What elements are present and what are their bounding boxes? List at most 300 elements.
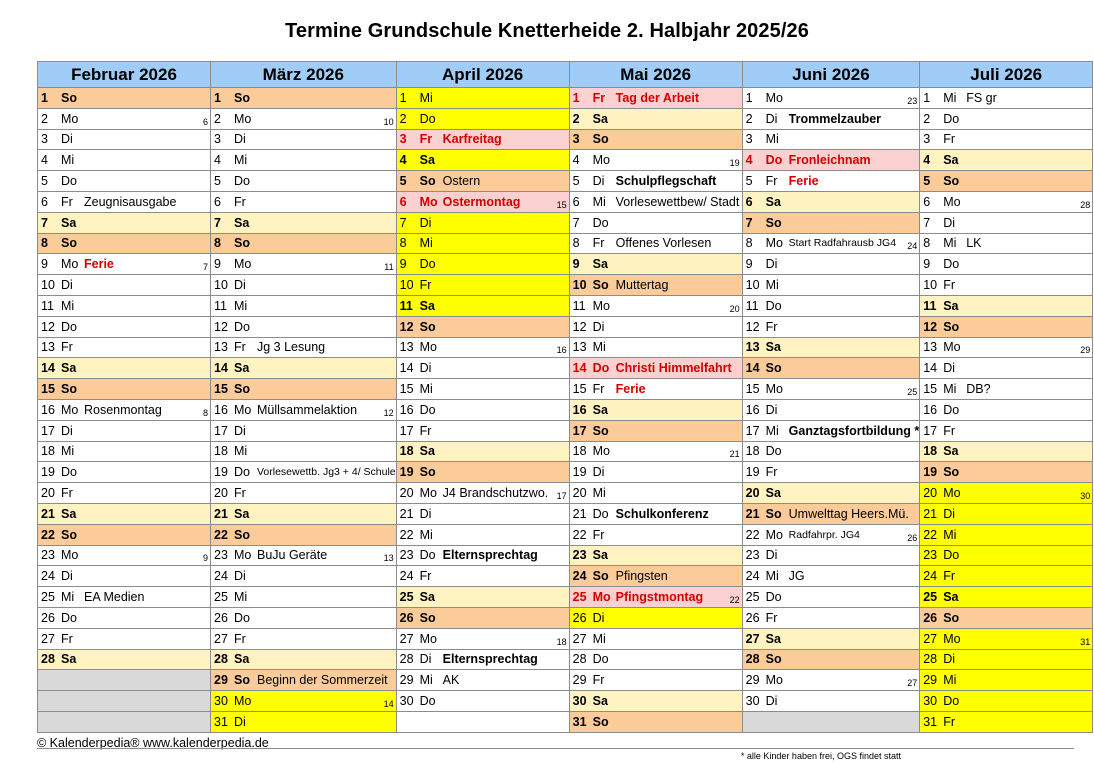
day-number: 8 bbox=[214, 236, 221, 251]
event-label: Jg 3 Lesung bbox=[257, 340, 326, 355]
event-label: Schulpflegschaft bbox=[615, 174, 717, 189]
day-cell bbox=[211, 295, 397, 316]
day-number: 8 bbox=[399, 236, 407, 251]
day-cell bbox=[211, 275, 397, 296]
day-cell bbox=[742, 691, 920, 712]
weekday-label: Sa bbox=[419, 298, 435, 313]
day-number: 31 bbox=[923, 714, 938, 729]
day-cell bbox=[742, 191, 920, 212]
day-number: 4 bbox=[399, 153, 407, 168]
weekday-label: Di bbox=[765, 694, 778, 708]
day-number: 22 bbox=[214, 527, 228, 542]
weekday-label: Mi bbox=[765, 569, 779, 584]
day-number: 18 bbox=[745, 444, 760, 459]
calendar-week-number: 10 bbox=[383, 116, 394, 127]
weekday-label: Do bbox=[765, 298, 782, 313]
day-cell bbox=[396, 711, 569, 732]
day-row bbox=[38, 503, 1093, 524]
day-number: 26 bbox=[745, 610, 760, 625]
weekday-label: Mo bbox=[592, 590, 611, 605]
day-cell bbox=[211, 503, 397, 524]
day-cell bbox=[396, 524, 569, 545]
day-cell bbox=[211, 483, 397, 504]
day-cell bbox=[920, 212, 1093, 233]
calendar-week-number: 22 bbox=[729, 594, 740, 605]
day-cell bbox=[742, 607, 920, 628]
weekday-label: Do bbox=[765, 153, 783, 168]
day-cell bbox=[920, 337, 1093, 358]
weekday-label: Di bbox=[592, 174, 605, 189]
day-number: 19 bbox=[399, 465, 414, 480]
weekday-label: Di bbox=[61, 569, 73, 584]
day-cell bbox=[742, 88, 920, 109]
event-label: BuJu Geräte bbox=[257, 548, 328, 563]
day-cell bbox=[211, 462, 397, 483]
weekday-label: So bbox=[592, 714, 609, 729]
calendar-week-number: 12 bbox=[383, 407, 394, 418]
day-row bbox=[38, 711, 1093, 732]
day-cell bbox=[211, 254, 397, 275]
weekday-label: Di bbox=[943, 361, 956, 376]
weekday-label: Fr bbox=[943, 423, 956, 438]
weekday-label: Do bbox=[765, 444, 782, 459]
day-cell bbox=[569, 275, 742, 296]
day-cell bbox=[569, 711, 742, 732]
weekday-label: Di bbox=[592, 319, 605, 334]
day-number: 2 bbox=[214, 111, 221, 126]
weekday-label: Fr bbox=[592, 236, 605, 251]
weekday-label: So bbox=[592, 278, 609, 293]
day-number: 21 bbox=[572, 506, 587, 521]
day-number: 30 bbox=[745, 694, 760, 708]
weekday-label: Mo bbox=[61, 111, 79, 126]
day-number: 29 bbox=[923, 673, 938, 688]
day-number: 19 bbox=[41, 465, 55, 480]
day-cell bbox=[742, 628, 920, 649]
footnote: * alle Kinder haben frei, OGS findet statt bbox=[740, 751, 901, 761]
calendar-week-number: 19 bbox=[729, 158, 740, 169]
day-cell bbox=[920, 150, 1093, 171]
day-number: 8 bbox=[923, 236, 931, 251]
day-row bbox=[38, 649, 1093, 670]
day-cell bbox=[211, 545, 397, 566]
weekday-label: Fr bbox=[61, 486, 73, 501]
weekday-label: So bbox=[234, 236, 250, 251]
day-row bbox=[38, 420, 1093, 441]
weekday-label: Mo bbox=[592, 153, 611, 168]
day-cell bbox=[920, 524, 1093, 545]
day-row bbox=[38, 316, 1093, 337]
calendar-week-number: 31 bbox=[1080, 636, 1091, 647]
weekday-label: Fr bbox=[234, 194, 246, 209]
event-label: Vorlesewettb. Jg3 + 4/ Schule bbox=[257, 466, 396, 479]
day-number: 22 bbox=[41, 527, 55, 542]
weekday-label: Do bbox=[61, 610, 77, 625]
calendar-week-number: 20 bbox=[729, 303, 740, 314]
weekday-label: Sa bbox=[61, 652, 77, 667]
day-number: 28 bbox=[572, 652, 587, 667]
weekday-label: Mo bbox=[419, 340, 438, 355]
weekday-label: Do bbox=[592, 506, 609, 521]
weekday-label: Di bbox=[234, 714, 246, 729]
day-cell bbox=[569, 441, 742, 462]
page-title: Termine Grundschule Knetterheide 2. Halbjahr 2025/26 bbox=[285, 20, 809, 42]
weekday-label: Fr bbox=[943, 132, 956, 147]
day-cell bbox=[742, 212, 920, 233]
day-number: 10 bbox=[41, 278, 55, 293]
day-cell bbox=[211, 316, 397, 337]
day-number: 19 bbox=[745, 465, 760, 480]
day-cell bbox=[742, 441, 920, 462]
day-cell bbox=[742, 316, 920, 337]
weekday-label: Sa bbox=[943, 444, 959, 459]
weekday-label: So bbox=[592, 569, 609, 584]
weekday-label: So bbox=[943, 319, 960, 334]
day-cell bbox=[569, 503, 742, 524]
calendar-week-number: 11 bbox=[384, 262, 394, 273]
weekday-label: So bbox=[61, 236, 77, 251]
day-number: 24 bbox=[745, 569, 760, 584]
weekday-label: Sa bbox=[61, 215, 77, 230]
weekday-label: Do bbox=[61, 465, 77, 480]
day-cell bbox=[742, 379, 920, 400]
day-cell bbox=[920, 88, 1093, 109]
day-cell bbox=[742, 524, 920, 545]
day-number: 22 bbox=[572, 527, 587, 542]
day-number: 15 bbox=[214, 382, 228, 397]
day-cell bbox=[742, 566, 920, 587]
day-cell bbox=[920, 545, 1093, 566]
day-cell bbox=[569, 212, 742, 233]
weekday-label: Mo bbox=[234, 111, 252, 126]
weekday-label: Mi bbox=[234, 298, 248, 313]
day-number: 6 bbox=[399, 194, 407, 209]
day-cell bbox=[920, 503, 1093, 524]
calendar-week-number: 14 bbox=[383, 698, 394, 709]
day-cell bbox=[920, 233, 1093, 254]
day-cell bbox=[920, 399, 1093, 420]
weekday-label: Di bbox=[765, 548, 778, 563]
day-number: 30 bbox=[399, 694, 414, 708]
day-row bbox=[38, 566, 1093, 587]
weekday-label: Mo bbox=[943, 194, 961, 209]
day-number: 13 bbox=[572, 340, 587, 355]
day-cell bbox=[211, 691, 397, 712]
day-number: 12 bbox=[214, 319, 228, 334]
day-cell bbox=[396, 191, 569, 212]
day-cell bbox=[396, 628, 569, 649]
day-cell bbox=[211, 649, 397, 670]
day-cell bbox=[569, 607, 742, 628]
weekday-label: Do bbox=[234, 610, 250, 625]
day-number: 3 bbox=[745, 132, 753, 147]
day-number: 11 bbox=[214, 298, 227, 313]
day-cell bbox=[211, 379, 397, 400]
day-number: 11 bbox=[572, 298, 586, 313]
weekday-label: Di bbox=[419, 215, 432, 230]
weekday-label: Mo bbox=[765, 90, 784, 105]
day-cell bbox=[396, 171, 569, 192]
day-cell bbox=[920, 316, 1093, 337]
day-number: 18 bbox=[214, 444, 228, 459]
day-row bbox=[38, 212, 1093, 233]
weekday-label: Sa bbox=[592, 402, 608, 417]
weekday-label: Sa bbox=[419, 153, 435, 168]
day-number: 17 bbox=[214, 423, 228, 438]
day-cell bbox=[920, 649, 1093, 670]
day-number: 28 bbox=[41, 652, 55, 667]
weekday-label: Mo bbox=[234, 402, 252, 417]
day-cell bbox=[211, 441, 397, 462]
day-cell bbox=[396, 254, 569, 275]
weekday-label: Do bbox=[234, 174, 250, 189]
weekday-label: Sa bbox=[592, 111, 608, 126]
day-cell bbox=[38, 628, 211, 649]
day-number: 27 bbox=[399, 631, 414, 646]
day-cell bbox=[920, 275, 1093, 296]
calendar-week-number: 21 bbox=[729, 449, 740, 460]
day-number: 5 bbox=[572, 174, 580, 189]
day-row bbox=[38, 628, 1093, 649]
day-number: 22 bbox=[399, 527, 414, 542]
weekday-label: Sa bbox=[61, 361, 77, 376]
day-row bbox=[38, 483, 1093, 504]
day-cell bbox=[38, 379, 211, 400]
day-number: 10 bbox=[214, 278, 228, 293]
day-cell bbox=[569, 524, 742, 545]
weekday-label: Mo bbox=[765, 527, 784, 542]
weekday-label: Mi bbox=[419, 236, 433, 251]
weekday-label: Sa bbox=[234, 361, 250, 376]
event-label: Karfreitag bbox=[442, 132, 502, 147]
day-cell bbox=[211, 711, 397, 732]
day-cell bbox=[920, 691, 1093, 712]
weekday-label: Di bbox=[419, 361, 432, 376]
weekday-label: So bbox=[61, 527, 77, 542]
weekday-label: Mi bbox=[943, 382, 957, 397]
day-number: 22 bbox=[745, 527, 760, 542]
day-cell bbox=[920, 295, 1093, 316]
day-number: 7 bbox=[923, 215, 931, 230]
weekday-label: Mo bbox=[419, 631, 438, 646]
day-number: 12 bbox=[41, 319, 55, 334]
weekday-label: Di bbox=[943, 652, 956, 667]
day-cell bbox=[38, 607, 211, 628]
day-cell bbox=[920, 670, 1093, 691]
calendar-week-number: 24 bbox=[907, 241, 918, 252]
weekday-label: So bbox=[765, 652, 782, 667]
day-number: 17 bbox=[745, 423, 760, 438]
day-cell bbox=[742, 275, 920, 296]
day-number: 23 bbox=[745, 548, 760, 563]
calendar-table bbox=[37, 61, 1093, 733]
day-number: 2 bbox=[399, 111, 407, 126]
weekday-label: Mo bbox=[765, 673, 784, 688]
day-number: 15 bbox=[399, 382, 414, 397]
day-number: 25 bbox=[214, 590, 228, 605]
weekday-label: Mo bbox=[765, 236, 784, 251]
day-number: 26 bbox=[399, 610, 414, 625]
day-cell bbox=[569, 545, 742, 566]
weekday-label: Mo bbox=[419, 486, 438, 501]
weekday-label: Mo bbox=[61, 402, 79, 417]
weekday-label: Sa bbox=[943, 153, 959, 168]
day-number: 21 bbox=[923, 506, 938, 521]
weekday-label: Fr bbox=[943, 278, 956, 293]
weekday-label: Fr bbox=[765, 174, 778, 189]
weekday-label: Mi bbox=[943, 90, 957, 105]
calendar-week-number: 29 bbox=[1080, 345, 1091, 356]
day-cell bbox=[38, 545, 211, 566]
weekday-label: Fr bbox=[765, 319, 778, 334]
month-header: Februar 2026 bbox=[38, 62, 211, 88]
weekday-label: Sa bbox=[592, 257, 608, 272]
day-number: 26 bbox=[41, 610, 55, 625]
day-number: 5 bbox=[745, 174, 753, 189]
day-row bbox=[38, 295, 1093, 316]
calendar-week-number: 26 bbox=[907, 532, 918, 543]
day-number: 8 bbox=[745, 236, 753, 251]
day-cell bbox=[396, 462, 569, 483]
event-label: Pfingsten bbox=[615, 569, 668, 584]
weekday-label: Mi bbox=[592, 340, 606, 355]
day-number: 29 bbox=[214, 673, 228, 688]
day-number: 20 bbox=[399, 486, 414, 501]
event-label: Ferie bbox=[84, 257, 114, 272]
weekday-label: So bbox=[592, 132, 609, 147]
weekday-label: Di bbox=[765, 402, 778, 417]
event-label: Beginn der Sommerzeit bbox=[257, 673, 388, 688]
calendar-week-number: 17 bbox=[556, 490, 567, 501]
day-cell bbox=[38, 711, 211, 732]
day-cell bbox=[396, 587, 569, 608]
day-cell bbox=[396, 88, 569, 109]
day-cell bbox=[211, 233, 397, 254]
day-cell bbox=[920, 379, 1093, 400]
day-cell bbox=[742, 129, 920, 150]
day-cell bbox=[569, 670, 742, 691]
day-number: 14 bbox=[214, 361, 228, 376]
day-cell bbox=[211, 191, 397, 212]
day-cell bbox=[38, 691, 211, 712]
weekday-label: Fr bbox=[765, 465, 778, 480]
weekday-label: Di bbox=[419, 652, 432, 667]
day-number: 8 bbox=[572, 236, 580, 251]
weekday-label: Mi bbox=[419, 382, 433, 397]
day-cell bbox=[38, 649, 211, 670]
day-row bbox=[38, 691, 1093, 712]
weekday-label: Do bbox=[943, 694, 960, 708]
day-number: 13 bbox=[923, 340, 938, 355]
day-cell bbox=[920, 191, 1093, 212]
day-number: 12 bbox=[399, 319, 414, 334]
day-cell bbox=[742, 358, 920, 379]
day-cell bbox=[569, 399, 742, 420]
day-number: 16 bbox=[572, 402, 587, 417]
day-cell bbox=[569, 295, 742, 316]
event-label: Ostermontag bbox=[442, 194, 521, 209]
day-number: 24 bbox=[214, 569, 228, 584]
copyright-footer: © Kalenderpedia® www.kalenderpedia.de bbox=[37, 736, 269, 750]
weekday-label: Do bbox=[592, 652, 609, 667]
event-label: Pfingstmontag bbox=[615, 590, 704, 605]
day-number: 18 bbox=[399, 444, 414, 459]
month-header: April 2026 bbox=[396, 62, 569, 88]
day-cell bbox=[920, 587, 1093, 608]
day-number: 11 bbox=[923, 298, 937, 313]
day-number: 12 bbox=[572, 319, 587, 334]
day-number: 14 bbox=[399, 361, 414, 376]
day-number: 9 bbox=[399, 257, 407, 272]
day-number: 10 bbox=[572, 278, 587, 293]
day-number: 1 bbox=[214, 90, 221, 105]
day-cell bbox=[211, 670, 397, 691]
day-number: 17 bbox=[399, 423, 414, 438]
day-cell bbox=[920, 628, 1093, 649]
weekday-label: Mi bbox=[234, 590, 248, 605]
day-cell bbox=[569, 420, 742, 441]
day-cell bbox=[569, 254, 742, 275]
weekday-label: Mi bbox=[765, 423, 779, 438]
day-number: 25 bbox=[41, 590, 55, 605]
event-label: Elternsprechtag bbox=[442, 548, 538, 563]
weekday-label: So bbox=[234, 90, 250, 105]
day-row bbox=[38, 587, 1093, 608]
day-number: 14 bbox=[923, 361, 938, 376]
weekday-label: Fr bbox=[419, 278, 432, 293]
day-cell bbox=[38, 587, 211, 608]
event-label: Offenes Vorlesen bbox=[615, 236, 712, 251]
day-number: 9 bbox=[572, 257, 580, 272]
weekday-label: Do bbox=[765, 590, 782, 605]
day-cell bbox=[396, 399, 569, 420]
day-cell bbox=[569, 587, 742, 608]
day-number: 28 bbox=[923, 652, 938, 667]
day-number: 16 bbox=[923, 402, 938, 417]
day-number: 6 bbox=[572, 194, 580, 209]
weekday-label: Do bbox=[943, 111, 960, 126]
event-label: Start Radfahrausb JG4 bbox=[788, 237, 897, 250]
weekday-label: Fr bbox=[592, 90, 606, 105]
calendar-week-number: 30 bbox=[1080, 490, 1091, 501]
day-number: 16 bbox=[399, 402, 414, 417]
weekday-label: So bbox=[765, 215, 782, 230]
weekday-label: Mo bbox=[943, 631, 961, 646]
day-cell bbox=[920, 171, 1093, 192]
weekday-label: Do bbox=[419, 402, 436, 417]
event-label: LK bbox=[966, 236, 982, 251]
day-cell bbox=[742, 670, 920, 691]
day-number: 20 bbox=[923, 486, 938, 501]
weekday-label: Sa bbox=[943, 590, 959, 605]
weekday-label: Fr bbox=[592, 527, 605, 542]
day-cell bbox=[38, 129, 211, 150]
day-number: 28 bbox=[399, 652, 414, 667]
day-number: 30 bbox=[923, 694, 938, 708]
weekday-label: Mi bbox=[765, 132, 779, 147]
weekday-label: Mi bbox=[61, 153, 75, 168]
day-number: 3 bbox=[572, 132, 580, 147]
weekday-label: Sa bbox=[943, 298, 959, 313]
day-cell bbox=[742, 503, 920, 524]
day-number: 9 bbox=[745, 257, 753, 272]
weekday-label: Fr bbox=[61, 194, 73, 209]
day-number: 27 bbox=[745, 631, 760, 646]
weekday-label: Mi bbox=[943, 527, 957, 542]
event-label: FS gr bbox=[966, 90, 997, 105]
weekday-label: Mi bbox=[943, 673, 957, 688]
day-cell bbox=[569, 483, 742, 504]
